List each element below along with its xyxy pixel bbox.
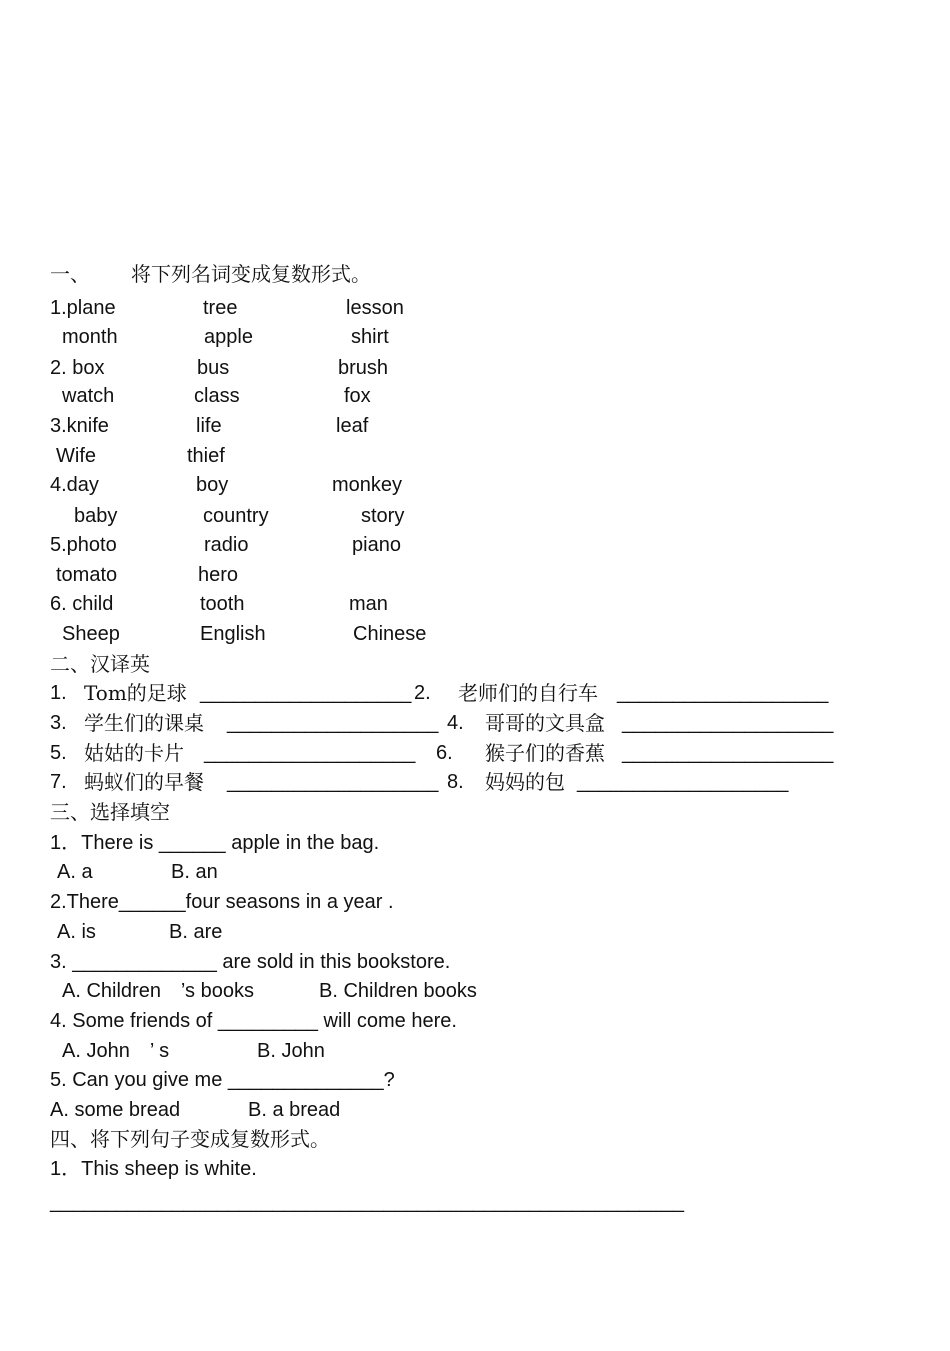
section-4-title: 四、将下列句子变成复数形式。 [50,1127,330,1151]
question-1: 1．There is ______ apple in the bag. [50,832,380,854]
word-leaf: leaf [336,415,369,437]
question-3-option-a: A. Children ’s books [62,980,254,1002]
item-4-blank: ___________________ [622,712,834,734]
word-tree: tree [203,297,238,319]
word-fox: fox [344,385,371,407]
item-5-text: 姑姑的卡片 [84,741,184,765]
word-man: man [349,593,388,615]
answer-line: _________________________________________________________ [50,1191,685,1213]
question-4: 4. Some friends of _________ will come here. [50,1010,457,1032]
item-8-text: 妈妈的包 [485,770,565,794]
section-2-title: 二、汉译英 [50,652,150,676]
question-1-option-a: A. a [57,861,93,883]
question-4-option-b: B. John [257,1040,325,1062]
word-thief: thief [187,445,225,467]
question-5-option-a: A. some bread [50,1099,181,1121]
item-6-text: 猴子们的香蕉 [485,741,605,765]
section-1-number: 一、 [50,262,90,286]
item-7-text: 蚂蚁们的早餐 [84,770,204,794]
word-brush: brush [338,357,389,379]
section-1-title: 将下列名词变成复数形式。 [131,262,371,286]
item-8-number: 8. [447,771,464,793]
question-4-option-a: A. John ’ s [62,1040,170,1062]
item-8-blank: ___________________ [577,771,789,793]
word-baby: baby [74,505,118,527]
word-monkey: monkey [332,474,403,496]
word-piano: piano [352,534,401,556]
word-class: class [194,385,240,407]
item-1-blank: ___________________ [200,682,412,704]
item-3-number: 3. [50,712,67,734]
word-life: life [196,415,222,437]
question-3: 3. _____________ are sold in this bookstore. [50,951,451,973]
question-2: 2.There______four seasons in a year . [50,891,394,913]
item-3-text: 学生们的课桌 [84,711,204,735]
item-3-blank: ___________________ [227,712,439,734]
word-shirt: shirt [351,326,389,348]
word-day: 4.day [50,474,99,496]
item-2-number: 2. [414,682,431,704]
word-english: English [200,623,266,645]
word-boy: boy [196,474,229,496]
question-5: 5. Can you give me ______________? [50,1069,395,1091]
word-country: country [203,505,269,527]
word-sheep: Sheep [62,623,120,645]
word-story: story [361,505,405,527]
item-6-blank: ___________________ [622,742,834,764]
word-radio: radio [204,534,249,556]
word-tomato: tomato [56,564,118,586]
question-3-option-b: B. Children books [319,980,477,1002]
word-watch: watch [62,385,115,407]
word-lesson: lesson [346,297,404,319]
word-wife: Wife [56,445,96,467]
word-chinese: Chinese [353,623,427,645]
word-hero: hero [198,564,239,586]
question-2-option-a: A. is [57,921,96,943]
section-3-title: 三、选择填空 [50,800,170,824]
item-5-number: 5. [50,742,67,764]
item-1-number: 1. [50,682,67,704]
item-5-blank: ___________________ [204,742,416,764]
question-5-option-b: B. a bread [248,1099,341,1121]
word-photo: 5.photo [50,534,117,556]
question-1-option-b: B. an [171,861,218,883]
question-2-option-b: B. are [169,921,223,943]
word-box: 2. box [50,357,105,379]
word-knife: 3.knife [50,415,109,437]
item-4-text: 哥哥的文具盒 [485,711,605,735]
item-4-number: 4. [447,712,464,734]
word-month: month [62,326,118,348]
item-1-text: Tom的足球 [84,681,187,705]
word-plane: 1.plane [50,297,116,319]
item-2-text: 老师们的自行车 [458,681,598,705]
word-bus: bus [197,357,230,379]
word-child: 6. child [50,593,114,615]
word-apple: apple [204,326,253,348]
item-7-number: 7. [50,771,67,793]
item-2-blank: ___________________ [617,682,829,704]
item-7-blank: ___________________ [227,771,439,793]
word-tooth: tooth [200,593,245,615]
item-6-number: 6. [436,742,453,764]
sentence-1: 1．This sheep is white. [50,1158,257,1180]
